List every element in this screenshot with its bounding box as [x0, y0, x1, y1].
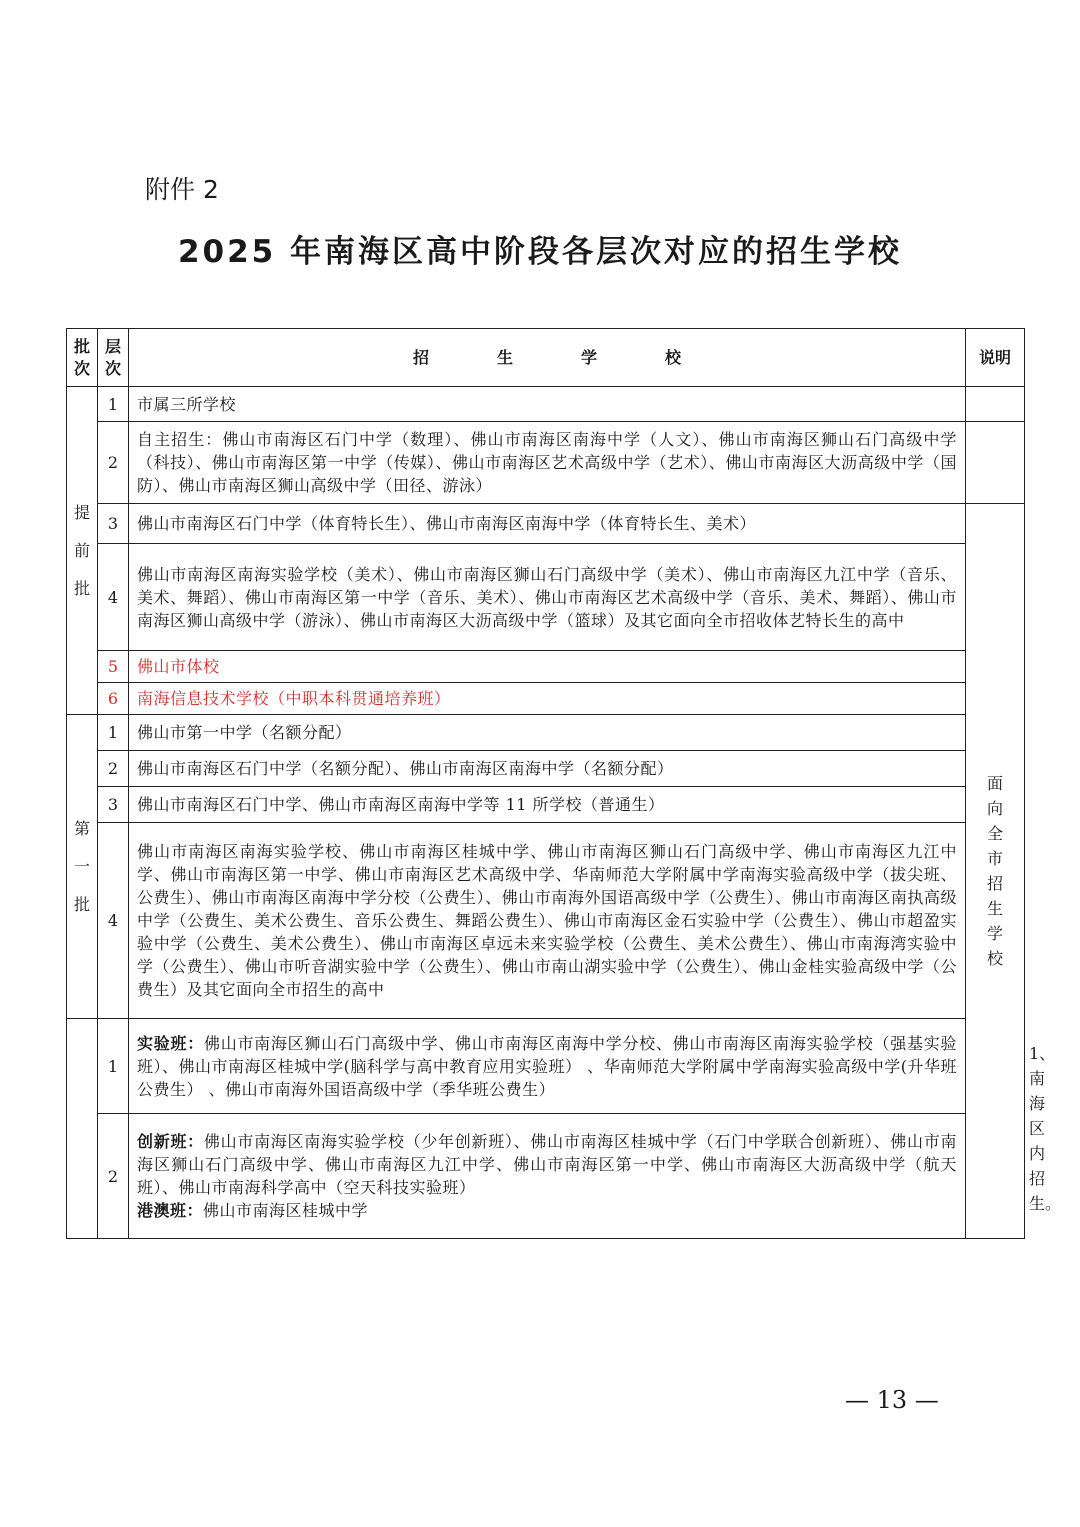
school-cell: 佛山市体校: [129, 651, 966, 683]
page-title: 2025 年南海区高中阶段各层次对应的招生学校: [177, 234, 903, 270]
school-cell: 佛山市南海区石门中学（名额分配）、佛山市南海区南海中学（名额分配）: [129, 751, 966, 787]
batch-second: [67, 1019, 98, 1239]
school-cell: [129, 1114, 966, 1239]
admission-table: [66, 328, 1062, 1239]
table-row: [67, 504, 1025, 544]
table-row: 1 实验班：佛山市南海区狮山石门高级中学、佛山市南海区南海中学分校、佛山市南海区南海实验学校（强基实验班）、佛山市南海区桂城中学(脑科学与高中教育应用实验班） 、华南师范大学附属中学南海实验高级中学(升华班公费生） 、佛山市南海外国语高级中学（季华班公费生） 1、南海区内招生。: [67, 1019, 1025, 1114]
batch-first: 第 一 批: [67, 715, 98, 1019]
school-cell: 佛山市南海区石门中学、佛山市南海区南海中学等 11 所学校（普通生）: [129, 787, 966, 823]
level-cell: 6: [98, 683, 129, 715]
school-list: 佛山市南海区南海实验学校（少年创新班）、佛山市南海区桂城中学（石门中学联合创新班）、佛山市南海区狮山石门高级中学、佛山市南海区九江中学、佛山市南海区第一中学、佛山市南海区大沥高级中学（航天班）、佛山市南海科学高中（空天科技实验班）: [137, 1132, 957, 1197]
table-row: [67, 683, 1025, 715]
table-row: [67, 787, 1025, 823]
note-empty: [966, 387, 1025, 422]
note-empty: [966, 422, 1025, 504]
level-cell: 2: [98, 1114, 129, 1239]
level-cell: 3: [98, 504, 129, 544]
table-row: [67, 387, 1025, 422]
table-header-row: [67, 329, 1025, 387]
table-row: [67, 1114, 1025, 1239]
table-row: [67, 715, 1025, 751]
school-list: 佛山市南海区狮山石门高级中学、佛山市南海区南海中学分校、佛山市南海区南海实验学校（强基实验班）、佛山市南海区桂城中学(脑科学与高中教育应用实验班） 、华南师范大学附属中学南海实验高级中学(升华班公费生） 、佛山市南海外国语高级中学（季华班公费生）: [137, 1033, 957, 1099]
school-cell: 南海信息技术学校（中职本科贯通培养班）: [129, 683, 966, 715]
batch-early: 提 前 批: [67, 387, 98, 715]
level-cell: 1: [98, 387, 129, 422]
level-cell: 4: [98, 823, 129, 1019]
level-cell: 4: [98, 544, 129, 651]
class-label: 港澳班：: [137, 1201, 204, 1220]
table-row: [67, 823, 1025, 1019]
class-label: 实验班：: [137, 1033, 204, 1053]
page-number: — 13 —: [845, 1386, 939, 1414]
table-row: [67, 751, 1025, 787]
school-cell: 佛山市南海区南海实验学校（美术）、佛山市南海区狮山石门高级中学（美术）、佛山市南海区九江中学（音乐、美术、舞蹈）、佛山市南海区第一中学（音乐、美术）、佛山市南海区艺术高级中学（音乐、美术、舞蹈）、佛山市南海区狮山高级中学（游泳）、佛山市南海区大沥高级中学（篮球）及其它面向全市招收体艺特长生的高中: [129, 544, 966, 651]
table-row: [67, 422, 1025, 504]
school-cell: [129, 1019, 966, 1114]
school-cell: 佛山市南海区石门中学（体育特长生）、佛山市南海区南海中学（体育特长生、美术）: [129, 504, 966, 544]
level-cell: 2: [98, 751, 129, 787]
level-cell: 1: [98, 1019, 129, 1114]
school-cell: 佛山市南海区南海实验学校、佛山市南海区桂城中学、佛山市南海区狮山石门高级中学、佛山市南海区九江中学、佛山市南海区第一中学、佛山市南海区艺术高级中学、华南师范大学附属中学南海实验高级中学（拔尖班、公费生）、佛山市南海区南海中学分校（公费生）、佛山市南海外国语高级中学（公费生）、佛山市南海区南执高级中学（公费生、美术公费生、音乐公费生、舞蹈公费生）、佛山市南海区金石实验中学（公费生）、佛山市超盈实验中学（公费生、美术公费生）、佛山市南海区卓远未来实验学校（公费生、美术公费生）、佛山市南海湾实验中学（公费生）、佛山市听音湖实验中学（公费生）、佛山市南山湖实验中学（公费生）、佛山金桂实验高级中学（公费生）及其它面向全市招生的高中: [129, 823, 966, 1019]
level-cell: 3: [98, 787, 129, 823]
level-cell: 1: [98, 715, 129, 751]
header-note: 说明: [966, 329, 1025, 387]
header-school: 招 生 学 校: [129, 329, 966, 387]
school-cell: 市属三所学校: [129, 387, 966, 422]
class-label: 创新班：: [137, 1132, 204, 1151]
level-cell: 2: [98, 422, 129, 504]
header-batch: 批 次: [67, 329, 98, 387]
attachment-label: 附件 2: [145, 175, 219, 204]
school-cell: 自主招生：佛山市南海区石门中学（数理）、佛山市南海区南海中学（人文）、佛山市南海区狮山石门高级中学（科技）、佛山市南海区第一中学（传媒）、佛山市南海区艺术高级中学（艺术）、佛山市南海区大沥高级中学（国防）、佛山市南海区狮山高级中学（田径、游泳）: [129, 422, 966, 504]
table-row: [67, 544, 1025, 651]
header-level: 层 次: [98, 329, 129, 387]
school-cell: 佛山市第一中学（名额分配）: [129, 715, 966, 751]
table-row: [67, 651, 1025, 683]
level-cell: 5: [98, 651, 129, 683]
note-citywide: 面 向 全 市 招 生 学 校: [966, 504, 1025, 1239]
school-list: 佛山市南海区桂城中学: [203, 1201, 369, 1220]
